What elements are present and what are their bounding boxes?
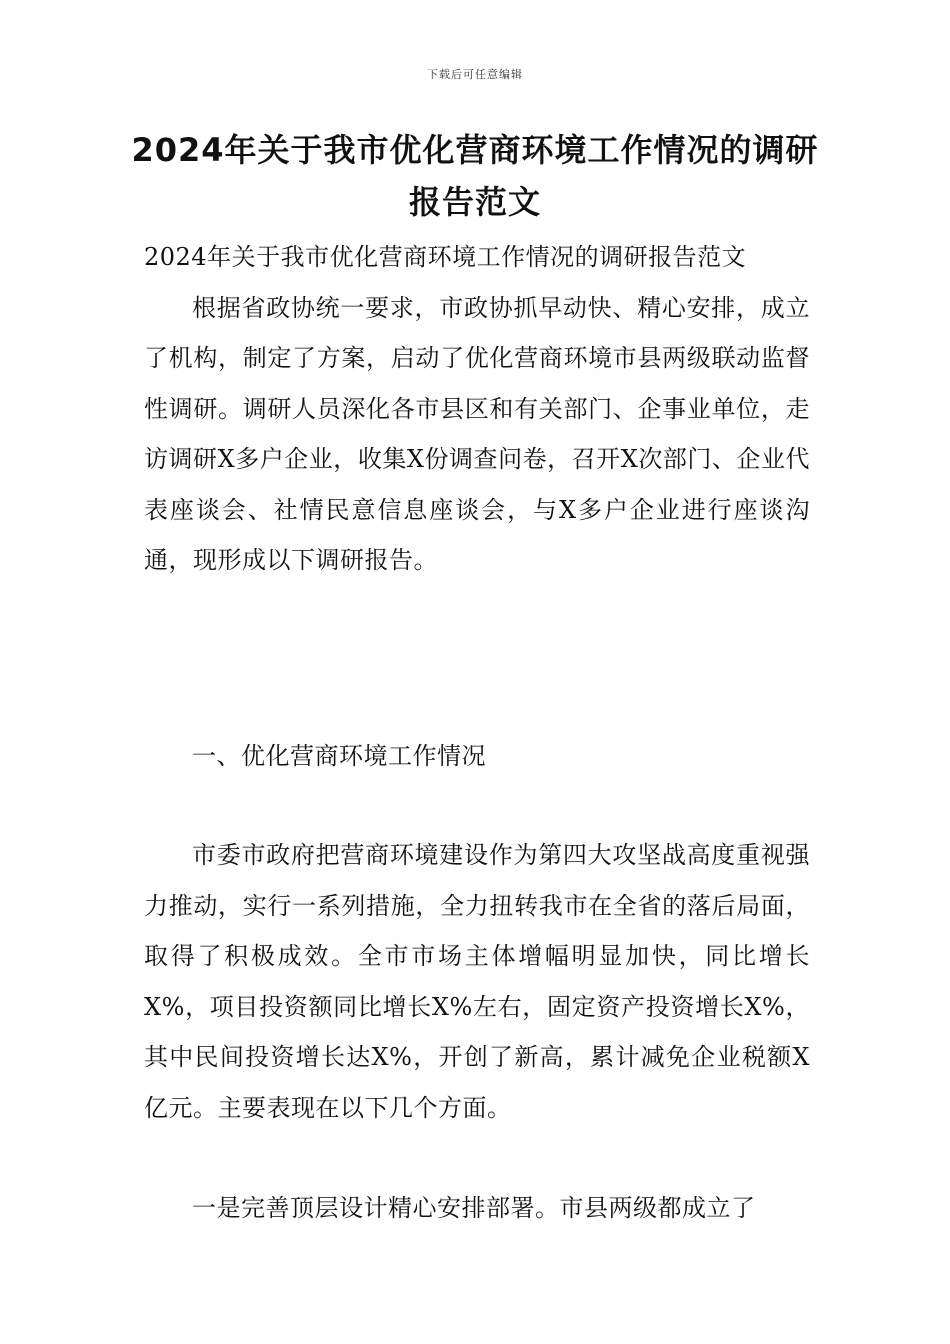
point-one-paragraph: 一是完善顶层设计精心安排部署。市县两级都成立了 (192, 1194, 756, 1222)
header-note: 下载后可任意编辑 (427, 68, 523, 81)
document-body (144, 232, 810, 1234)
intro-paragraph: 根据省政协统一要求，市政协抓早动快、精心安排，成立了机构，制定了方案，启动了优化营商环境市县两级联动监督性调研。调研人员深化各市县区和有关部门、企事业单位，走访调研X多户企业，收集X份调查问卷，召开X次部门、企业代表座谈会、社情民意信息座谈会，与X多户企业进行座谈沟通，现形成以下调研报告。 (144, 293, 810, 574)
subtitle-line: 2024年关于我市优化营商环境工作情况的调研报告范文 (144, 243, 747, 271)
document-title: 2024年关于我市优化营商环境工作情况的调研报告范文 (131, 131, 819, 221)
section-body-paragraph: 市委市政府把营商环境建设作为第四大攻坚战高度重视强力推动，实行一系列措施，全力扭转我市在全省的落后局面，取得了积极成效。全市市场主体增幅明显加快，同比增长X%，项目投资额同比增长X%左右，固定资产投资增长X%，其中民间投资增长达X%，开创了新高，累计减免企业税额X亿元。主要表现在以下几个方面。 (144, 841, 810, 1122)
section-heading: 一、优化营商环境工作情况 (192, 741, 486, 770)
